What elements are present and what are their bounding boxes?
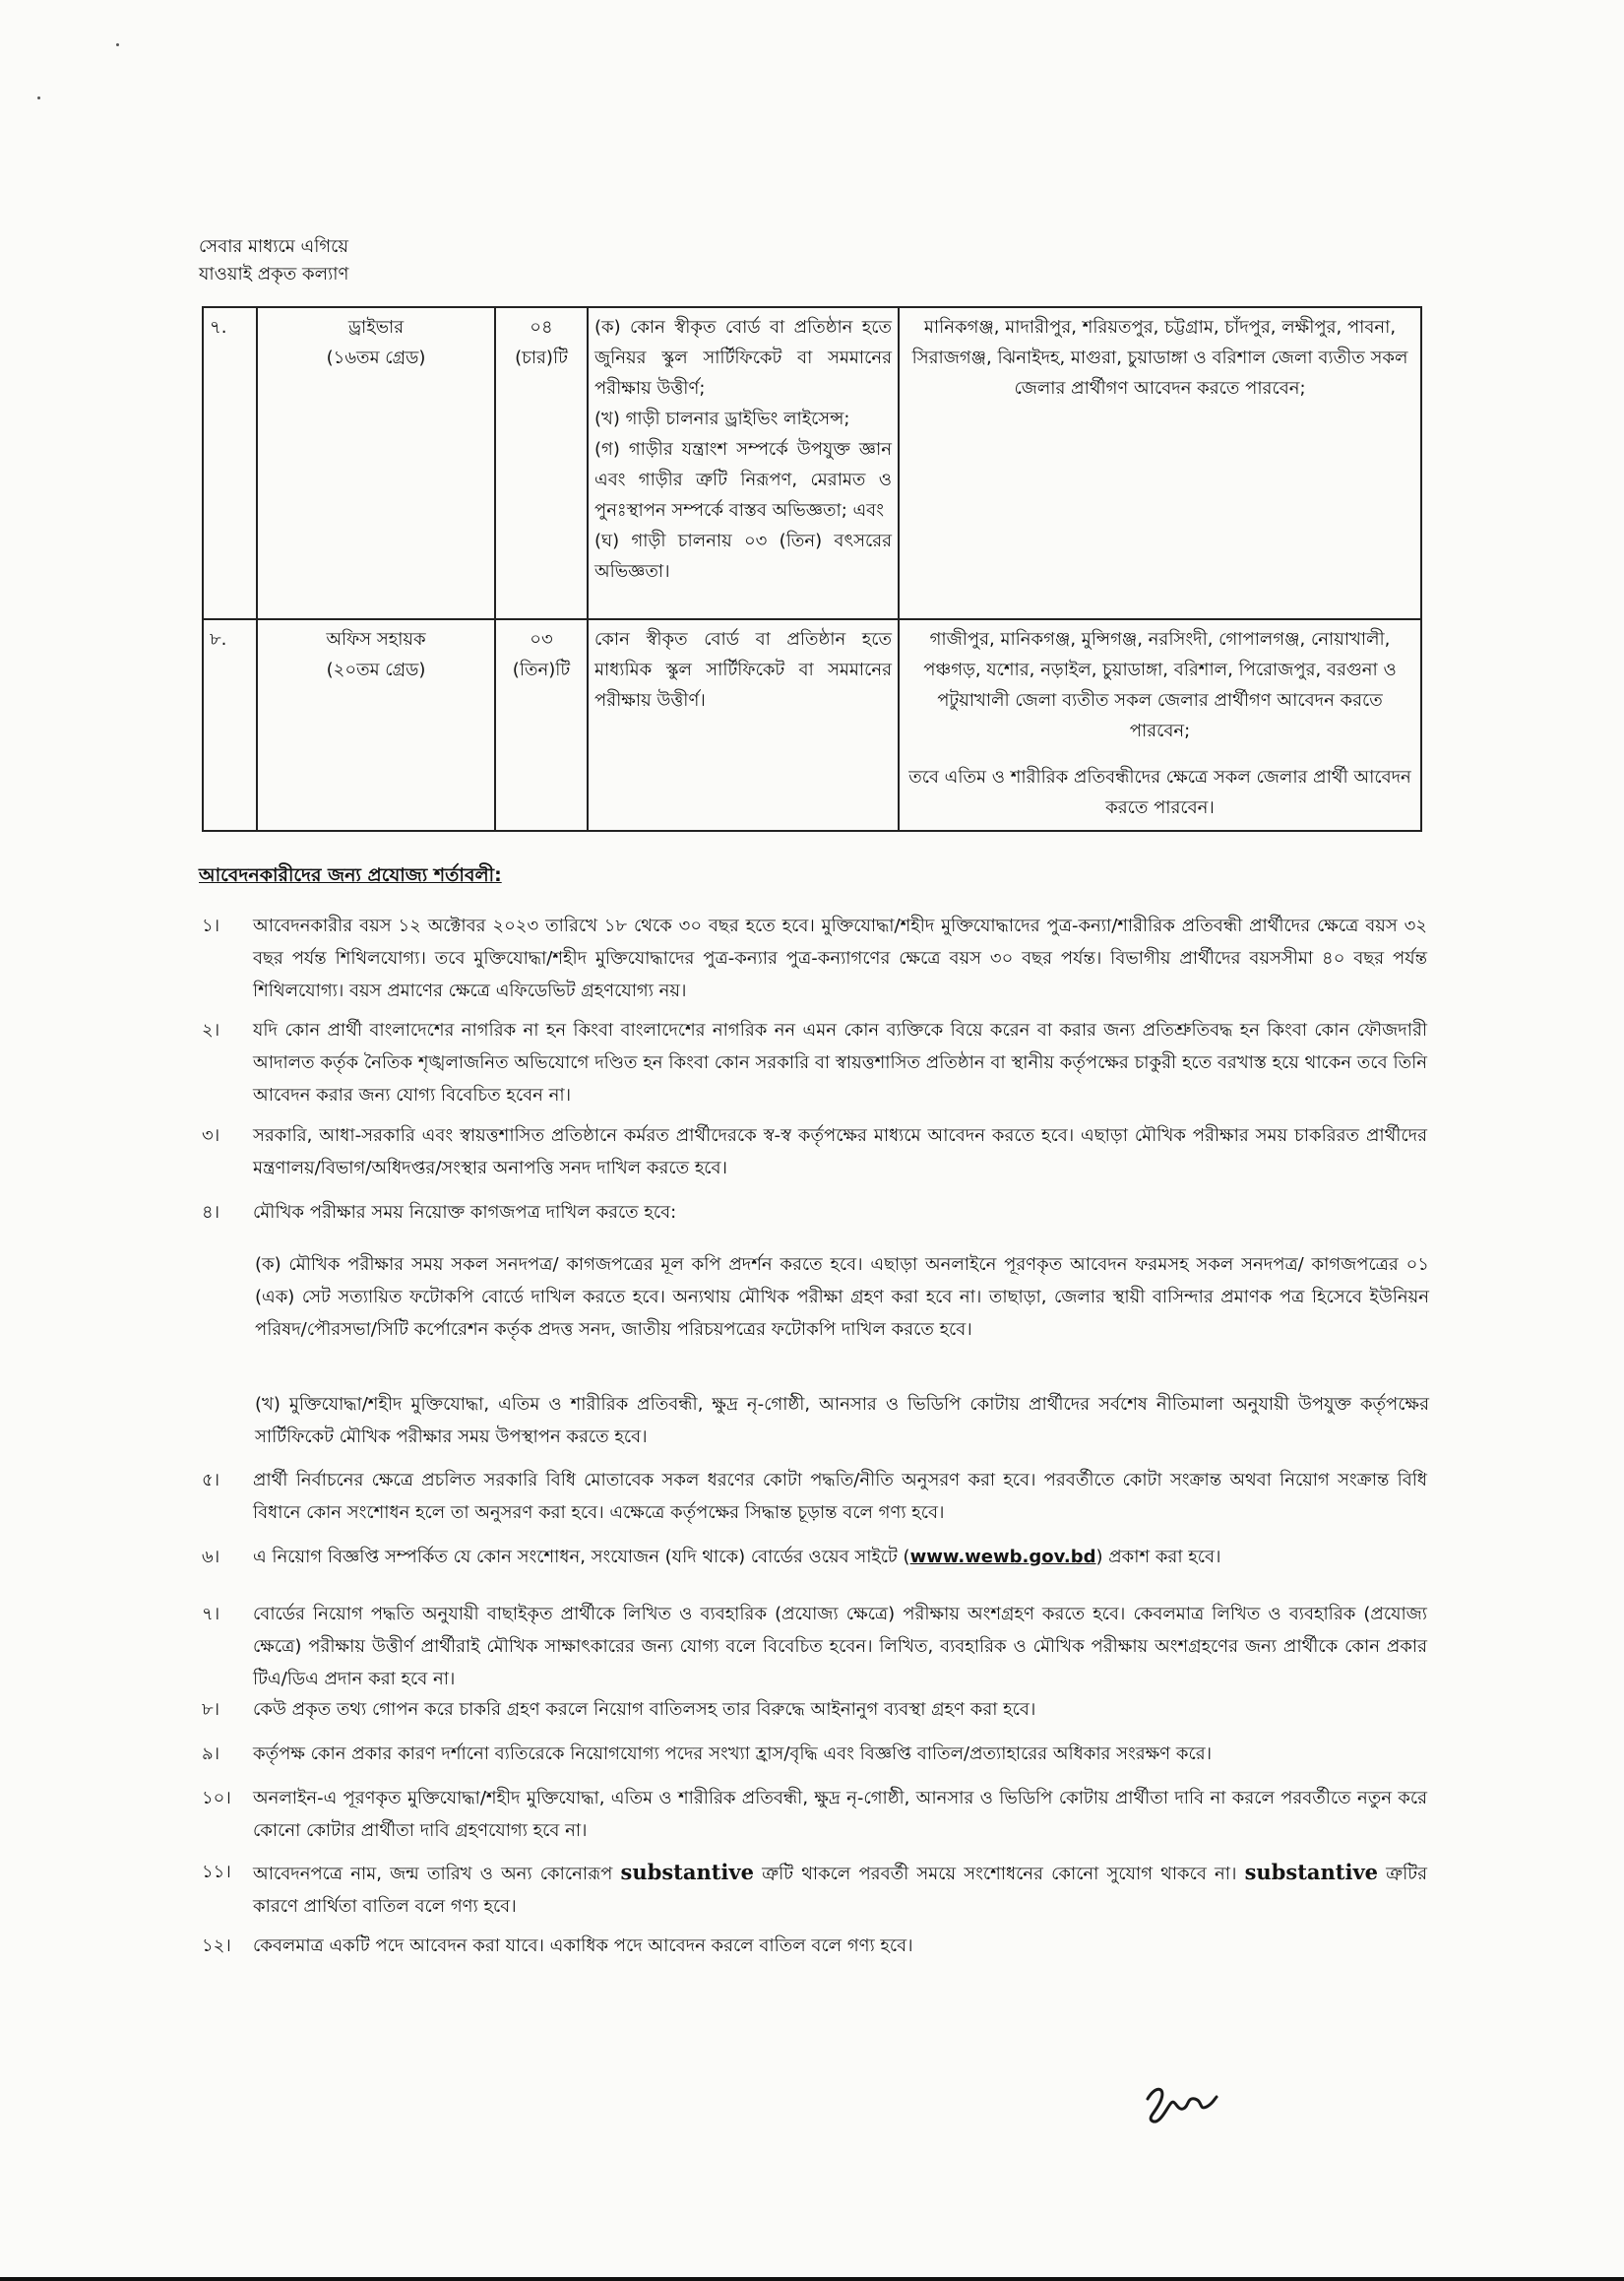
districts-text: মানিকগঞ্জ, মাদারীপুর, শরিয়তপুর, চট্টগ্রাম, চাঁদপুর, লক্ষীপুর, পাবনা, সিরাজগঞ্জ, ঝিনাইদহ, মাগুরা, চুয়াডাঙ্গা ও বরিশাল জেলা ব্যতীত সকল জেলার প্রার্থীগণ আবেদন করতে পারবেন; (911, 317, 1408, 399)
substantive-word: substantive (1244, 1860, 1379, 1884)
scan-speck (37, 96, 40, 99)
post-cell (257, 619, 495, 831)
term-number: ২। (202, 1020, 220, 1041)
term-text: বোর্ডের নিয়োগ পদ্ধতি অনুযায়ী বাছাইকৃত প্রার্থীকে লিখিত ও ব্যবহারিক (প্রযোজ্য ক্ষেত্রে) পরীক্ষায় অংশগ্রহণ করতে হবে। কেবলমাত্র লিখিত ও ব্যবহারিক (প্রযোজ্য ক্ষেত্রে) পরীক্ষায় উত্তীর্ণ প্রার্থীরাই মৌখিক সাক্ষাৎকারের জন্য যোগ্য বলে বিবেচিত হবেন। লিখিত, ব্যবহারিক ও মৌখিক পরীক্ষায় অংশগ্রহণের জন্য প্রার্থীকে কোন প্রকার টিএ/ডিএ প্রদান করা হবে না। (253, 1604, 1427, 1689)
districts-text: গাজীপুর, মানিকগঞ্জ, মুন্সিগঞ্জ, নরসিংদী, গোপালগঞ্জ, নোয়াখালী, পঞ্চগড়, যশোর, নড়াইল, চুয়াডাঙ্গা, বরিশাল, পিরোজপুর, বরগুনা ও পটুয়াখালী জেলা ব্যতীত সকল জেলার প্রার্থীগণ আবেদন করতে পারবেন; (923, 629, 1397, 741)
posts-table (202, 306, 1422, 832)
term-text: প্রার্থী নির্বাচনের ক্ষেত্রে প্রচলিত সরকারি বিধি মোতাবেক সকল ধরণের কোটা পদ্ধতি/নীতি অনুসরণ করা হবে। পরবর্তীতে কোটা সংক্রান্ত অথবা নিয়োগ সংক্রান্ত বিধি বিধানে কোন সংশোধন হলে তা অনুসরণ করা হবে। এক্ষেত্রে কর্তৃপক্ষের সিদ্ধান্ত চূড়ান্ত বলে গণ্য হবে। (253, 1470, 1427, 1523)
signature (1142, 2077, 1220, 2136)
qualification-cell (588, 307, 899, 619)
term-text: কেবলমাত্র একটি পদে আবেদন করা যাবে। একাধিক পদে আবেদন করলে বাতিল বলে গণ্য হবে। (253, 1935, 913, 1956)
motto (199, 233, 348, 288)
website-link[interactable]: www.wewb.gov.bd (909, 1547, 1096, 1567)
motto-line-1: সেবার মাধ্যমে এগিয়ে (199, 236, 349, 257)
scan-edge (0, 2277, 1624, 2281)
sub-item-ka: (ক) মৌখিক পরীক্ষার সময় সকল সনদপত্র/ কাগজপত্রের মূল কপি প্রদর্শন করতে হবে। এছাড়া অনলাইনে পূরণকৃত আবেদন ফরমসহ সকল সনদপত্র/ কাগজপত্রের ০১ (এক) সেট সত্যায়িত ফটোকপি বোর্ডে দাখিল করতে হবে। অন্যথায় মৌখিক পরীক্ষা গ্রহণ করা হবে না। তাছাড়া, জেলার স্থায়ী বাসিন্দার প্রমাণক পত্র হিসেবে ইউনিয়ন পরিষদ/পৌরসভা/সিটি কর্পোরেশন কর্তৃক প্রদত্ত সনদ, জাতীয় পরিচয়পত্রের ফটোকপি দাখিল করতে হবে। (255, 1254, 1429, 1340)
term-text: আবেদনকারীর বয়স ১২ অক্টোবর ২০২৩ তারিখে ১৮ থেকে ৩০ বছর হতে হবে। মুক্তিযোদ্ধা/শহীদ মুক্তিযোদ্ধাদের পুত্র-কন্যা/শারীরিক প্রতিবন্ধী প্রার্থীদের ক্ষেত্রে বয়স ৩২ বছর পর্যন্ত শিথিলযোগ্য। তবে মুক্তিযোদ্ধা/শহীদ মুক্তিযোদ্ধাদের পুত্র-কন্যার পুত্র-কন্যাগণের ক্ষেত্রে বয়স ৩০ বছর পর্যন্ত। বিভাগীয় প্রার্থীদের বয়সসীমা ৪০ বছর পর্যন্ত শিথিলযোগ্য। বয়স প্রমাণের ক্ষেত্রে এফিডেভিট গ্রহণযোগ্য নয়। (253, 916, 1427, 1001)
term-number: ৯। (202, 1743, 220, 1764)
districts-note: তবে এতিম ও শারীরিক প্রতিবন্ধীদের ক্ষেত্রে সকল জেলার প্রার্থী আবেদন করতে পারবেন। (908, 767, 1411, 818)
serial-cell: ৭. (203, 307, 257, 619)
term-number: ১০। (202, 1788, 231, 1808)
table-row (203, 307, 1421, 619)
term-number: ৪। (202, 1202, 220, 1223)
term-text: সরকারি, আধা-সরকারি এবং স্বায়ত্তশাসিত প্রতিষ্ঠানে কর্মরত প্রার্থীদেরকে স্ব-স্ব কর্তৃপক্ষের মাধ্যমে আবেদন করতে হবে। এছাড়া মৌখিক পরীক্ষার সময় চাকরিরত প্রার্থীদের মন্ত্রণালয়/বিভাগ/অধিদপ্তর/সংস্থার অনাপত্তি সনদ দাখিল করতে হবে। (253, 1125, 1427, 1178)
term-number: ৫। (202, 1470, 220, 1490)
districts-cell (899, 619, 1421, 831)
term-number: ১১। (202, 1862, 231, 1882)
term-number: ৩। (202, 1125, 220, 1146)
count-cell (495, 619, 588, 831)
serial-cell: ৮. (203, 619, 257, 831)
qualification-cell (588, 619, 899, 831)
term-text: যদি কোন প্রার্থী বাংলাদেশের নাগরিক না হন কিংবা বাংলাদেশের নাগরিক নন এমন কোন ব্যক্তিকে বিয়ে করেন বা করার জন্য প্রতিশ্রুতিবদ্ধ হন কিংবা কোন ফৌজদারী আদালত কর্তৃক নৈতিক শৃঙ্খলাজনিত অভিযোগে দণ্ডিত হন কিংবা কোন সরকারি বা স্বায়ত্তশাসিত প্রতিষ্ঠান বা স্থানীয় কর্তৃপক্ষের চাকুরী হতে বরখাস্ত হয়ে থাকেন তবে তিনি আবেদন করার জন্য যোগ্য বিবেচিত হবেন না। (253, 1020, 1427, 1106)
term-text: কর্তৃপক্ষ কোন প্রকার কারণ দর্শানো ব্যতিরেকে নিয়োগযোগ্য পদের সংখ্যা হ্রাস/বৃদ্ধি এবং বিজ্ঞপ্তি বাতিল/প্রত্যাহারের অধিকার সংরক্ষণ করে। (253, 1743, 1213, 1764)
spacer (906, 746, 1414, 762)
qualification-line: কোন স্বীকৃত বোর্ড বা প্রতিষ্ঠান হতে মাধ্যমিক স্কুল সার্টিফিকেট বা সমমানের পরীক্ষায় উত্তীর্ণ। (594, 629, 892, 711)
term-number: ৮। (202, 1699, 220, 1720)
term-text-part: ) প্রকাশ করা হবে। (1095, 1547, 1221, 1567)
districts-cell (899, 307, 1421, 619)
sub-item-kha: (খ) মুক্তিযোদ্ধা/শহীদ মুক্তিযোদ্ধা, এতিম ও শারীরিক প্রতিবন্ধী, ক্ষুদ্র নৃ-গোষ্ঠী, আনসার ও ভিডিপি কোটায় প্রার্থীদের সর্বশেষ নীতিমালা অনুযায়ী উপযুক্ত কর্তৃপক্ষের সার্টিফিকেট মৌখিক পরীক্ষার সময় উপস্থাপন করতে হবে। (255, 1394, 1429, 1447)
post-count-words: (চার)টি (515, 348, 568, 368)
term-text: কেউ প্রকৃত তথ্য গোপন করে চাকরি গ্রহণ করলে নিয়োগ বাতিলসহ তার বিরুদ্ধে আইনানুগ ব্যবস্থা গ্রহণ করা হবে। (253, 1699, 1036, 1720)
term-text: মৌখিক পরীক্ষার সময় নিয়োক্ত কাগজপত্র দাখিল করতে হবে: (253, 1202, 677, 1223)
term-text (253, 1856, 1427, 1923)
term-number: ৭। (202, 1604, 220, 1624)
qualification-line: (খ) গাড়ী চালনার ড্রাইভিং লাইসেন্স; (594, 409, 850, 429)
post-name: ড্রাইভার (347, 317, 405, 338)
post-count: ০৩ (530, 629, 553, 650)
term-text (253, 1541, 1427, 1573)
substantive-word: substantive (620, 1860, 754, 1884)
terms-title: আবেদনকারীদের জন্য প্রযোজ্য শর্তাবলী: (199, 864, 502, 886)
scan-speck (116, 43, 119, 46)
post-count: ০৪ (530, 317, 553, 338)
term-text-part: ত্রুটির কারণে প্রার্থিতা বাতিল বলে গণ্য হবে। (253, 1864, 1428, 1917)
qualification-line: (গ) গাড়ীর যন্ত্রাংশ সম্পর্কে উপযুক্ত জ্ঞান এবং গাড়ীর ত্রুটি নিরূপণ, মেরামত ও পুনঃস্থাপন সম্পর্কে বাস্তব অভিজ্ঞতা; এবং (594, 439, 892, 521)
post-name: অফিস সহায়ক (326, 629, 426, 650)
post-grade: (২০তম গ্রেড) (326, 660, 426, 680)
term-text-part: এ নিয়োগ বিজ্ঞপ্তি সম্পর্কিত যে কোন সংশোধন, সংযোজন (যদি থাকে) বোর্ডের ওয়েব সাইটে ( (253, 1547, 910, 1567)
post-cell (257, 307, 495, 619)
term-number: ১। (202, 916, 220, 936)
count-cell (495, 307, 588, 619)
qualification-line: (ঘ) গাড়ী চালনায় ০৩ (তিন) বৎসরের অভিজ্ঞতা। (594, 531, 892, 582)
motto-line-2: যাওয়াই প্রকৃত কল্যাণ (199, 264, 349, 285)
qualification-line: (ক) কোন স্বীকৃত বোর্ড বা প্রতিষ্ঠান হতে জুনিয়র স্কুল সার্টিফিকেট বা সমমানের পরীক্ষায় উত্তীর্ণ; (594, 317, 892, 399)
term-text-part: আবেদনপত্রে নাম, জন্ম তারিখ ও অন্য কোনোরূপ (253, 1864, 621, 1884)
post-count-words: (তিন)টি (512, 660, 571, 680)
term-number: ১২। (202, 1935, 231, 1956)
term-number: ৬। (202, 1547, 220, 1567)
term-text-part: ত্রুটি থাকলে পরবর্তী সময়ে সংশোধনের কোনো সুযোগ থাকবে না। (753, 1864, 1245, 1884)
table-row (203, 619, 1421, 831)
term-text: অনলাইন-এ পূরণকৃত মুক্তিযোদ্ধা/শহীদ মুক্তিযোদ্ধা, এতিম ও শারীরিক প্রতিবন্ধী, ক্ষুদ্র নৃ-গোষ্ঠী, আনসার ও ভিডিপি কোটায় প্রার্থীতা দাবি না করলে পরবর্তীতে নতুন করে কোনো কোটার প্রার্থীতা দাবি গ্রহণযোগ্য হবে না। (253, 1788, 1427, 1841)
post-grade: (১৬তম গ্রেড) (326, 348, 426, 368)
